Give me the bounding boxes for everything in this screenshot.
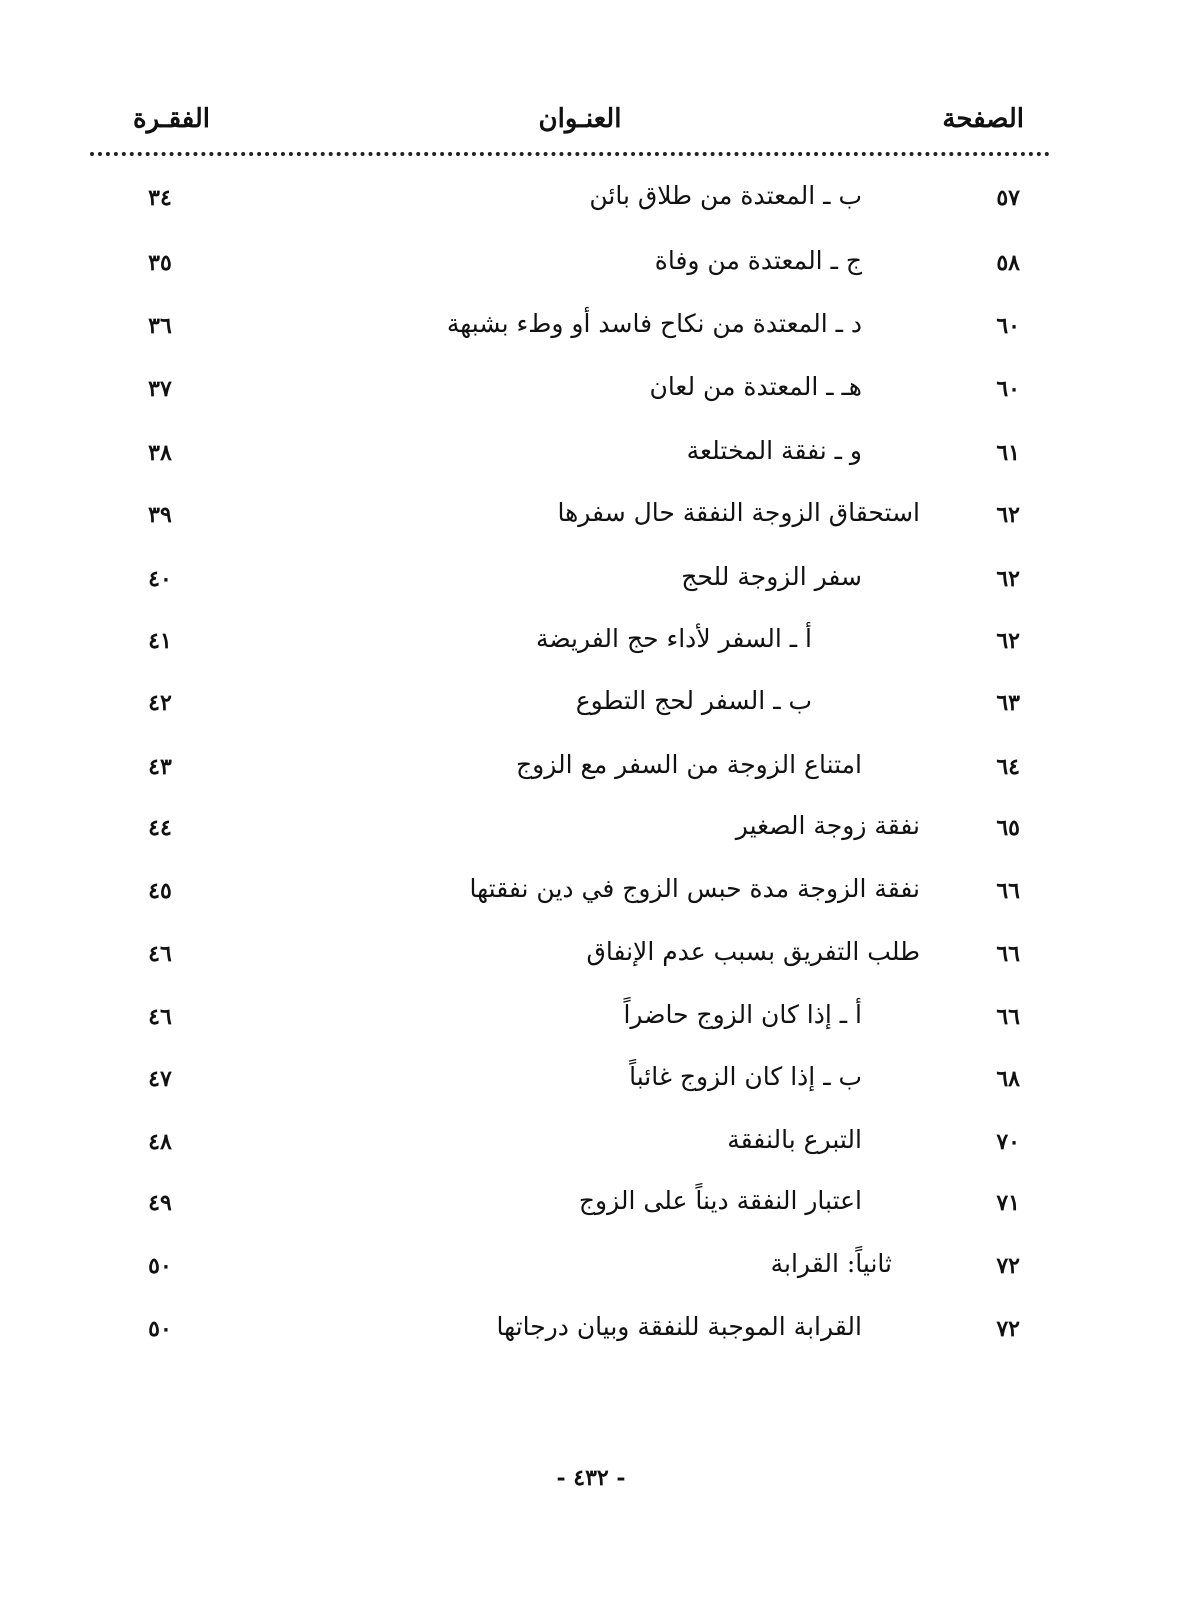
column-header-paragraph: الفقـرة <box>133 104 211 134</box>
row-title: هـ ـ المعتدة من لعان <box>649 372 862 401</box>
row-paragraph-number: ٤١ <box>148 628 172 654</box>
row-page-number: ٦٠ <box>996 313 1020 339</box>
index-row <box>0 750 1182 814</box>
row-title: ثانياً: القرابة <box>770 1249 892 1278</box>
row-paragraph-number: ٣٨ <box>148 440 172 466</box>
index-row <box>0 1186 1182 1250</box>
row-paragraph-number: ٤٤ <box>148 815 172 841</box>
row-page-number: ٧٢ <box>996 1316 1020 1342</box>
index-row <box>0 562 1182 626</box>
row-title: نفقة الزوجة مدة حبس الزوج في دين نفقتها <box>469 874 920 903</box>
column-header-page: الصفحة <box>942 104 1024 134</box>
index-row <box>0 811 1182 875</box>
row-page-number: ٦٥ <box>996 815 1020 841</box>
row-title: أ ـ السفر لأداء حج الفريضة <box>535 624 812 653</box>
row-page-number: ٦٣ <box>996 690 1020 716</box>
column-header-title: العنـوان <box>538 104 622 134</box>
row-title: سفر الزوجة للحج <box>681 562 862 591</box>
index-row <box>0 309 1182 373</box>
index-row <box>0 624 1182 688</box>
row-paragraph-number: ٥٠ <box>148 1253 172 1279</box>
index-row <box>0 181 1182 245</box>
index-row <box>0 498 1182 562</box>
row-title: ب ـ المعتدة من طلاق بائن <box>589 181 862 210</box>
page-number: - ٤٣٢ - <box>556 1465 626 1491</box>
row-title: امتناع الزوجة من السفر مع الزوج <box>516 750 862 779</box>
row-title: أ ـ إذا كان الزوج حاضراً <box>623 1000 862 1029</box>
row-page-number: ٦٦ <box>996 941 1020 967</box>
row-title: التبرع بالنفقة <box>727 1125 862 1154</box>
row-page-number: ٥٧ <box>996 185 1020 211</box>
row-page-number: ٦١ <box>996 440 1020 466</box>
row-paragraph-number: ٤٨ <box>148 1129 172 1155</box>
index-row <box>0 1000 1182 1064</box>
index-row <box>0 246 1182 310</box>
index-row <box>0 436 1182 500</box>
row-paragraph-number: ٤٩ <box>148 1190 172 1216</box>
row-paragraph-number: ٤٦ <box>148 941 172 967</box>
index-row <box>0 1062 1182 1126</box>
row-title: القرابة الموجبة للنفقة وبيان درجاتها <box>496 1312 862 1341</box>
row-paragraph-number: ٤٧ <box>148 1066 172 1092</box>
row-paragraph-number: ٣٩ <box>148 502 172 528</box>
row-title: ج ـ المعتدة من وفاة <box>654 246 862 275</box>
row-page-number: ٦٨ <box>996 1066 1020 1092</box>
index-row <box>0 1125 1182 1189</box>
row-page-number: ٧٢ <box>996 1253 1020 1279</box>
row-title: ب ـ إذا كان الزوج غائباً <box>629 1062 862 1091</box>
row-title: استحقاق الزوجة النفقة حال سفرها <box>557 498 920 527</box>
index-row <box>0 1312 1182 1376</box>
row-page-number: ٧٠ <box>996 1129 1020 1155</box>
row-paragraph-number: ٤٠ <box>148 566 172 592</box>
row-page-number: ٦٠ <box>996 376 1020 402</box>
index-row <box>0 937 1182 1001</box>
index-row <box>0 1249 1182 1313</box>
row-paragraph-number: ٣٦ <box>148 313 172 339</box>
row-title: طلب التفريق بسبب عدم الإنفاق <box>586 937 920 966</box>
row-paragraph-number: ٤٥ <box>148 878 172 904</box>
row-page-number: ٧١ <box>996 1190 1020 1216</box>
row-page-number: ٦٢ <box>996 502 1020 528</box>
row-page-number: ٦٦ <box>996 878 1020 904</box>
row-paragraph-number: ٣٧ <box>148 376 172 402</box>
row-paragraph-number: ٤٣ <box>148 754 172 780</box>
row-paragraph-number: ٣٥ <box>148 250 172 276</box>
row-title: و ـ نفقة المختلعة <box>686 436 862 465</box>
row-title: د ـ المعتدة من نكاح فاسد أو وطء بشبهة <box>446 309 862 338</box>
row-title: نفقة زوجة الصغير <box>735 811 920 840</box>
row-page-number: ٦٦ <box>996 1004 1020 1030</box>
row-paragraph-number: ٤٦ <box>148 1004 172 1030</box>
row-page-number: ٦٤ <box>996 754 1020 780</box>
index-row <box>0 686 1182 750</box>
row-paragraph-number: ٥٠ <box>148 1316 172 1342</box>
row-page-number: ٥٨ <box>996 250 1020 276</box>
row-title: ب ـ السفر لحج التطوع <box>575 686 812 715</box>
row-page-number: ٦٢ <box>996 628 1020 654</box>
row-page-number: ٦٢ <box>996 566 1020 592</box>
row-paragraph-number: ٤٢ <box>148 690 172 716</box>
index-row <box>0 372 1182 436</box>
row-title: اعتبار النفقة ديناً على الزوج <box>578 1186 862 1215</box>
index-row <box>0 874 1182 938</box>
row-paragraph-number: ٣٤ <box>148 185 172 211</box>
